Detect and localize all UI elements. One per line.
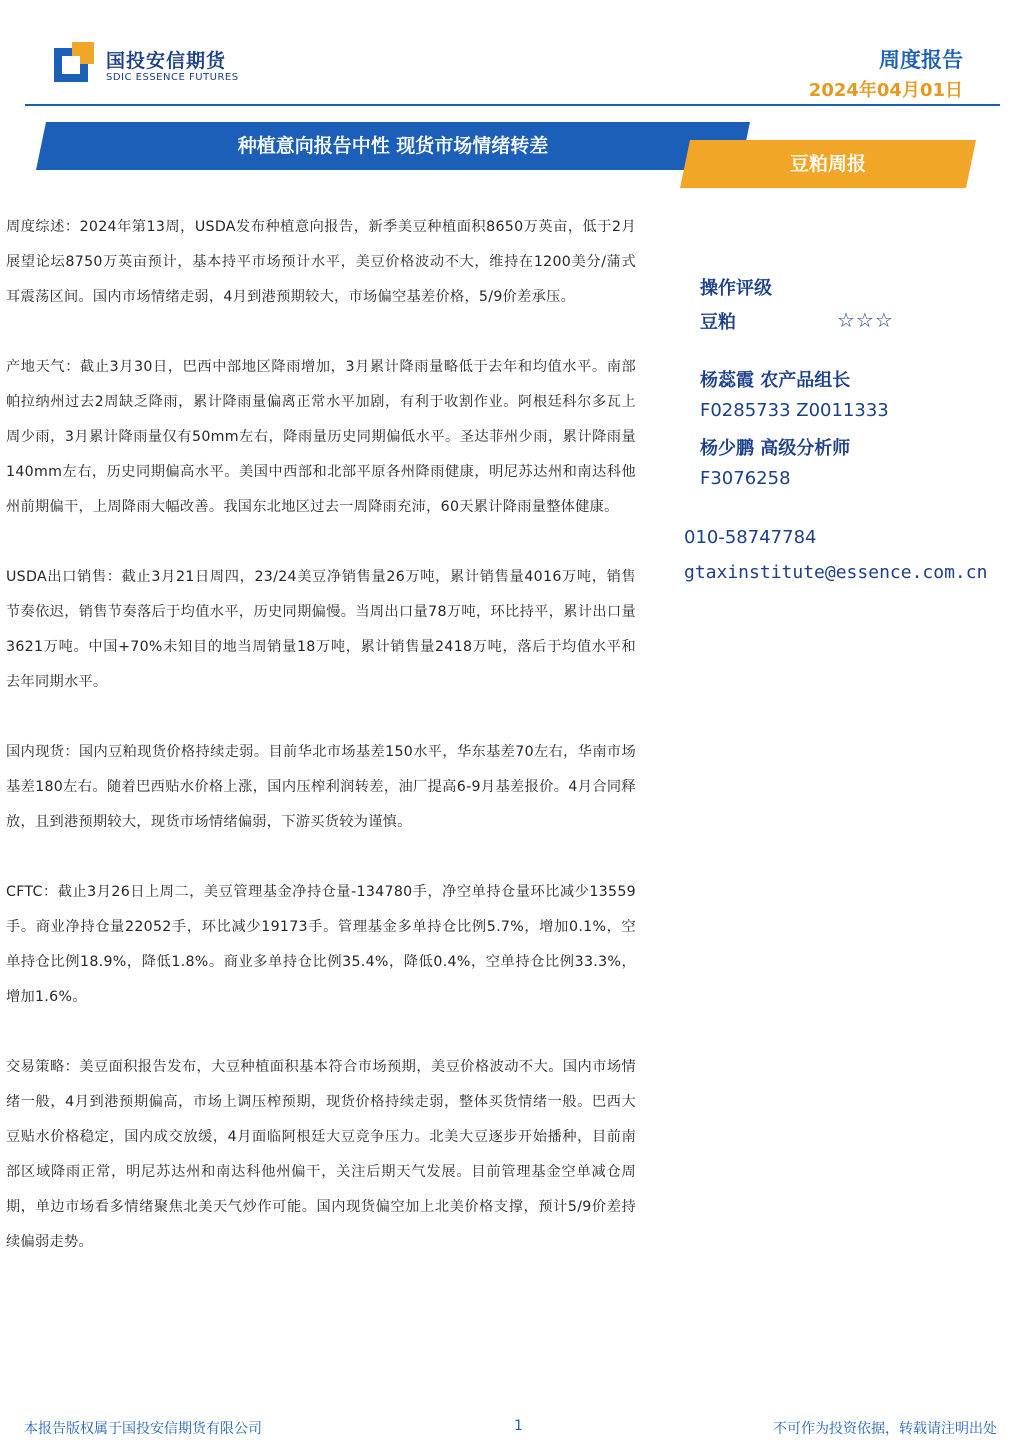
logo-mark-icon xyxy=(54,42,96,84)
analyst-1-license: F0285733 Z0011333 xyxy=(700,400,889,421)
logo-text-en: SDIC ESSENCE FUTURES xyxy=(106,72,239,83)
company-logo xyxy=(54,42,244,88)
paragraph-cftc: CFTC：截止3月26日上周二，美豆管理基金净持仓量-134780手，净空单持仓量环比减少13559手。商业净持仓量22052手，环比减少19173手。管理基金多单持仓比例5.7%，增加0.1%，空单持仓比例18.9%，降低1.8%。商业多单持仓比例35.4%，降低0.4%，空单持仓比例33.3%，增加1.6%。 xyxy=(6,884,636,1005)
analyst-2-name: 杨少鹏 高级分析师 xyxy=(700,438,851,459)
contact-phone: 010-58747784 xyxy=(684,527,817,548)
contact-email[interactable]: gtaxinstitute@essence.com.cn xyxy=(684,562,988,583)
tag-banner xyxy=(680,140,976,188)
paragraph-summary: 周度综述：2024年第13周，USDA发布种植意向报告，新季美豆种植面积8650万英亩，低于2月展望论坛8750万英亩预计，基本持平市场预计水平，美豆价格波动不大，维持在1200美分/蒲式耳震荡区间。国内市场情绪走弱，4月到港预期较大，市场偏空基差价格，5/9价差承压。 xyxy=(6,219,636,305)
analyst-2-license: F3076258 xyxy=(700,468,791,489)
report-title: 种植意向报告中性 现货市场情绪转差 xyxy=(237,135,549,157)
page-number: 1 xyxy=(514,1418,523,1434)
main-content xyxy=(6,210,636,1295)
analyst-1-name: 杨蕊霞 农产品组长 xyxy=(700,370,851,391)
report-date: 2024年04月01日 xyxy=(808,80,963,101)
paragraph-strategy: 交易策略：美豆面积报告发布，大豆种植面积基本符合市场预期，美豆价格波动不大。国内市场情绪一般，4月到港预期偏高，市场上调压榨预期，现货价格持续走弱，整体买货情绪一般。巴西大豆贴水价格稳定，国内成交放缓，4月面临阿根廷大豆竞争压力。北美大豆逐步开始播种，目前南部区域降雨正常，明尼苏达州和南达科他州偏干，关注后期天气发展。目前管理基金空单减仓周期，单边市场看多情绪聚焦北美天气炒作可能。国内现货偏空加上北美价格支撑，预计5/9价差持续偏弱走势。 xyxy=(6,1059,636,1250)
rating-heading: 操作评级 xyxy=(700,278,772,299)
footer-disclaimer: 不可作为投资依据，转载请注明出处 xyxy=(773,1421,997,1437)
title-banner xyxy=(36,122,750,170)
paragraph-usda-export: USDA出口销售：截止3月21日周四，23/24美豆净销售量26万吨，累计销售量4016万吨，销售节奏依迟，销售节奏落后于均值水平，历史同期偏慢。当周出口量78万吨，环比持平，累计出口量3621万吨。中国+70%未知目的地当周销量18万吨，累计销售量2418万吨，落后于均值水平和去年同期水平。 xyxy=(6,569,636,690)
logo-text-cn: 国投安信期货 xyxy=(106,50,227,72)
rating-stars-icon: ☆☆☆ xyxy=(837,308,894,332)
header-divider xyxy=(25,104,1000,106)
paragraph-weather: 产地天气：截止3月30日，巴西中部地区降雨增加，3月累计降雨量略低于去年和均值水平。南部帕拉纳州过去2周缺乏降雨，累计降雨量偏离正常水平加剧，有利于收割作业。阿根廷科尔多瓦上周少雨，3月累计降雨量仅有50mm左右，降雨量历史同期偏低水平。圣达菲州少雨，累计降雨量140mm左右，历史同期偏高水平。美国中西部和北部平原各州降雨健康，明尼苏达州和南达科他州前期偏干，上周降雨大幅改善。我国东北地区过去一周降雨充沛，60天累计降雨量整体健康。 xyxy=(6,359,636,515)
rating-item: 豆粕 xyxy=(700,312,736,333)
report-tag: 豆粕周报 xyxy=(789,153,866,175)
report-type: 周度报告 xyxy=(879,48,963,72)
footer-copyright: 本报告版权属于国投安信期货有限公司 xyxy=(24,1421,262,1437)
paragraph-domestic-spot: 国内现货：国内豆粕现货价格持续走弱。目前华北市场基差150水平，华东基差70左右，华南市场基差180左右。随着巴西贴水价格上涨，国内压榨利润转差，油厂提高6-9月基差报价。4月合同释放，且到港预期较大，现货市场情绪偏弱，下游买货较为谨慎。 xyxy=(6,744,636,830)
